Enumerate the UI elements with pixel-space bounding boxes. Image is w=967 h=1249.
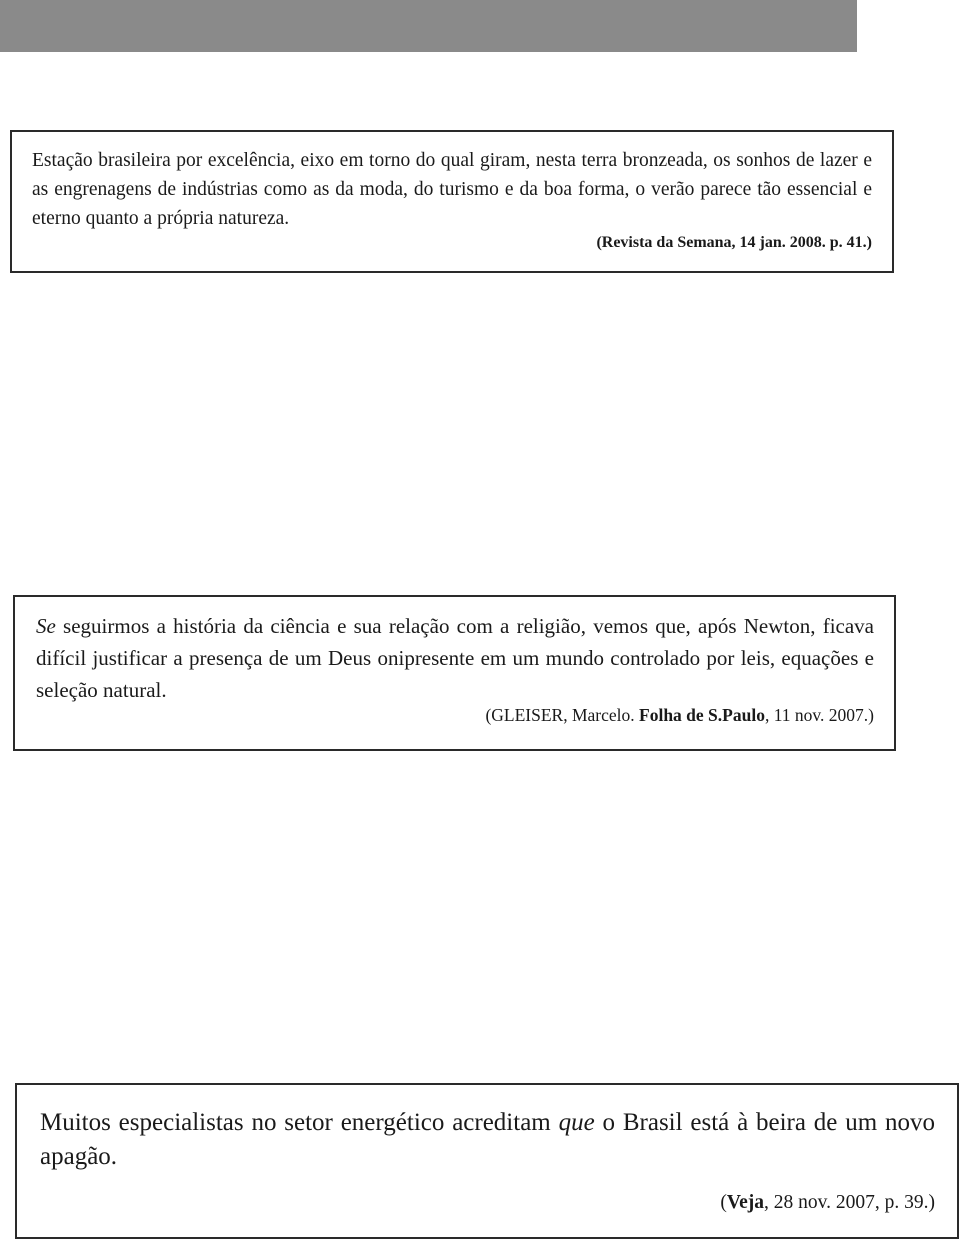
header-bar: [0, 0, 857, 52]
citation-source: Folha de S.Paulo: [639, 705, 765, 725]
quote-text: [40, 1106, 935, 1174]
quote-body-end: o Brasil está à beira de um novo apagão.: [40, 1109, 935, 1170]
quote-body: Estação brasileira por excelência, eixo em torno do qual giram, nesta terra bronzeada, os sonhos de lazer e as engrenagens de indústrias como as da moda, do turismo e da boa forma, o verão parece tão essencial e eterno quanto a própria natureza.: [32, 150, 872, 229]
citation-open: (GLEISER, Marcelo.: [485, 705, 640, 725]
quote-text: [36, 610, 874, 706]
quote-box-2: [13, 595, 896, 751]
quote-body-start: Muitos especialistas no setor energético acreditam: [40, 1109, 559, 1136]
citation: [40, 1190, 935, 1216]
citation: [36, 704, 874, 726]
highlighted-word: Se: [36, 614, 56, 638]
citation-source: Revista da Semana: [601, 234, 732, 251]
citation-open: (: [720, 1192, 727, 1213]
quote-text: [32, 146, 872, 233]
quote-body: seguirmos a história da ciência e sua relação com a religião, vemos que, após Newton, ficava difícil justificar a presença de um Deus onipresente em um mundo controlado por leis, equações e seleção natural.: [36, 614, 874, 702]
highlighted-word: que: [558, 1109, 595, 1136]
quote-box-1: [10, 130, 894, 273]
citation-rest: , 14 jan. 2008. p. 41.): [731, 234, 872, 251]
citation-rest: , 28 nov. 2007, p. 39.): [764, 1192, 935, 1213]
citation-open: (: [596, 234, 602, 251]
citation: [32, 233, 872, 253]
citation-source: Veja: [726, 1192, 765, 1213]
quote-box-3: [15, 1083, 959, 1239]
citation-rest: , 11 nov. 2007.): [764, 705, 874, 725]
